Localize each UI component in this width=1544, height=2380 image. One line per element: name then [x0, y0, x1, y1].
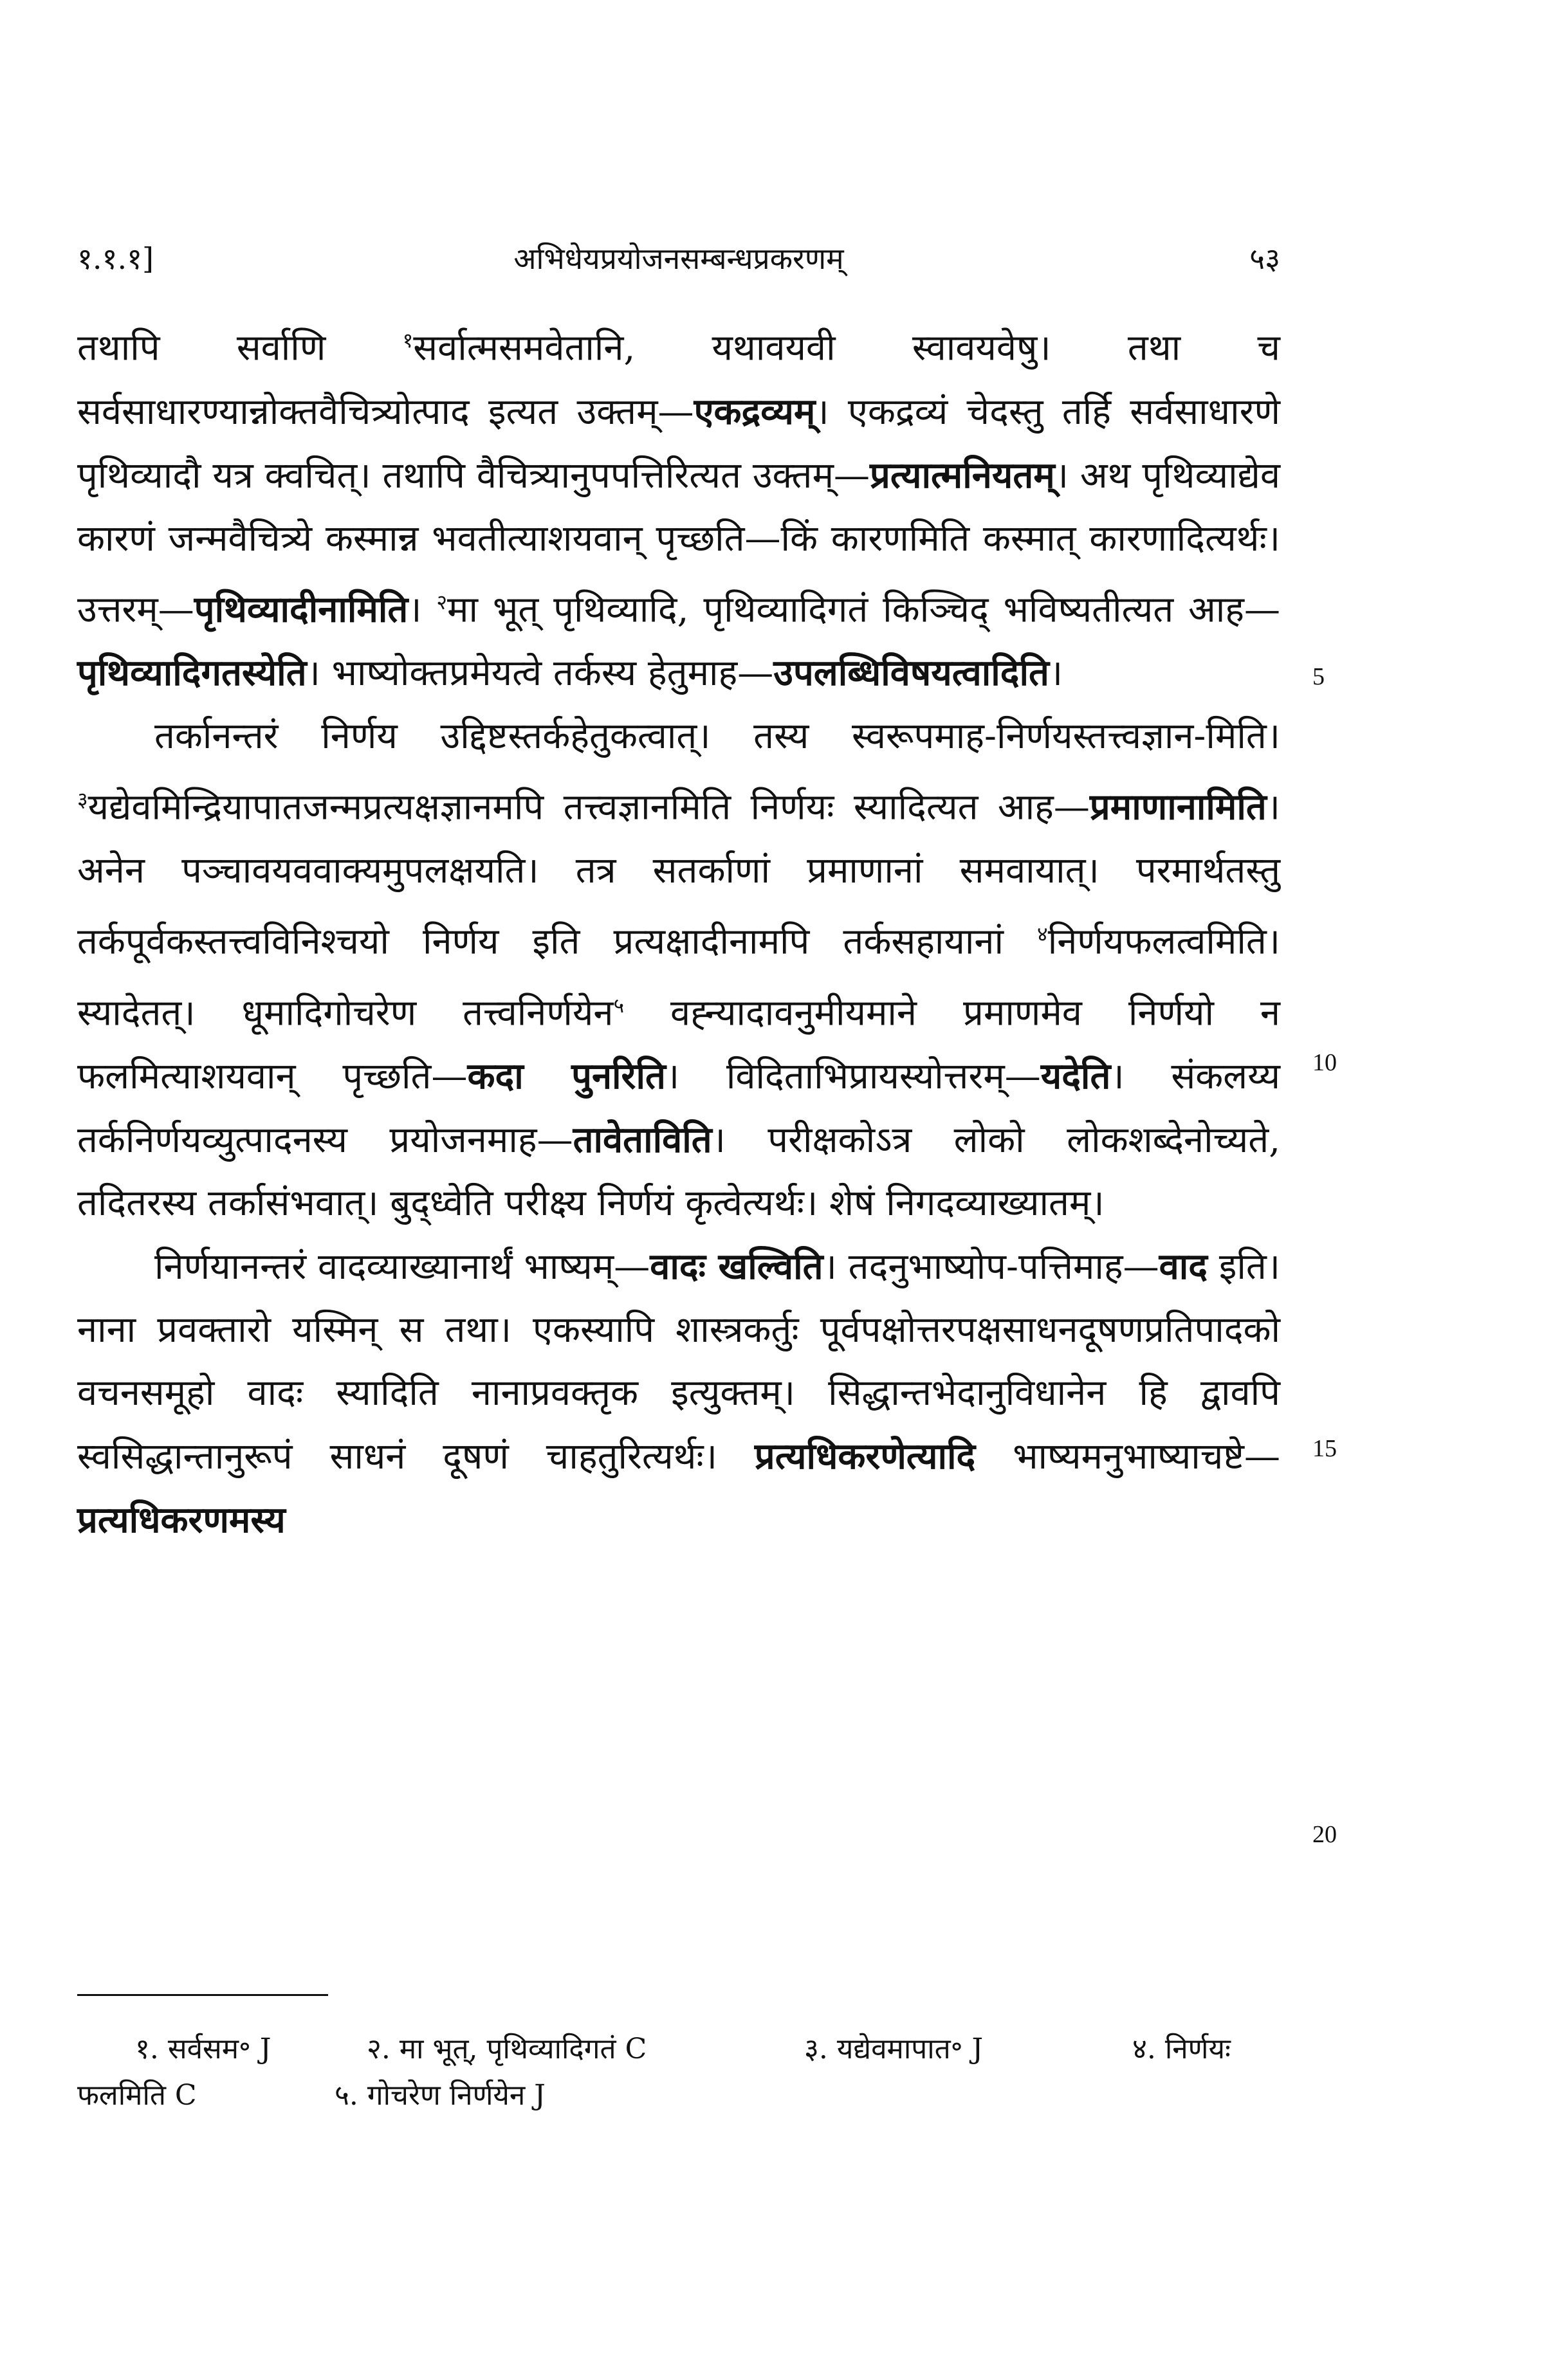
- text-run: तर्कानन्तरं निर्णय उद्दिष्टस्तर्कहेतुकत्वात्। तस्य स्वरूपमाह-निर्णयस्तत्त्वज्ञान-मिति।: [154, 715, 1280, 758]
- footnote-4-continuation: फलमिति C: [77, 2079, 197, 2112]
- bold-term: वाद: [1159, 1245, 1208, 1288]
- page-number: ५३: [1249, 241, 1280, 276]
- footnote-5: ५. गोचरेण निर्णयेन J: [335, 2079, 546, 2112]
- footnote-marker: १: [402, 328, 414, 352]
- footnotes: [77, 2026, 1280, 2119]
- footnote-divider: [77, 1994, 328, 1996]
- footnote-marker: ५: [613, 993, 625, 1018]
- paragraph: [77, 309, 1280, 705]
- text-run: । विदिताभिप्रायस्योत्तरम्—: [665, 1056, 1041, 1098]
- bold-term: पृथिव्यादिगतस्येति: [77, 652, 307, 695]
- line-number: 10: [1312, 1049, 1337, 1076]
- bold-term: प्रत्यात्मनियतम्: [869, 453, 1055, 497]
- text-run: निर्णयानन्तरं वादव्याख्यानार्थं भाष्यम्—: [154, 1246, 650, 1288]
- text-run: । अथ पृथिव्याद्येव कारणं जन्मवैचित्र्ये कस्मान्न भवतीत्याशयवान् पृच्छति—किं कारणमिति कस्मात् कारणादित्यर्थः। उत्तरम्—: [77, 454, 1281, 631]
- text-run: । तदनुभाष्योप-पत्तिमाह—: [823, 1246, 1159, 1288]
- bold-term: यदेति: [1040, 1055, 1111, 1098]
- footnote-1: १. सर्वसम॰ J: [135, 2033, 271, 2065]
- text-run: । संकलय्य तर्कनिर्णयव्युत्पादनस्य प्रयोजनमाह—: [77, 1056, 1280, 1162]
- text-run: । भाष्योक्तप्रमेयत्वे तर्कस्य हेतुमाह—: [306, 652, 774, 695]
- chapter-title: अभिधेयप्रयोजनसम्बन्धप्रकरणम्: [513, 241, 844, 276]
- text-run: मा भूत् पृथिव्यादि, पृथिव्यादिगतं किञ्चिद् भविष्यतीत्यत आह—: [447, 589, 1280, 631]
- text-run: । एकद्रव्यं चेदस्तु तर्हि सर्वसाधारणे पृथिव्यादौ यत्र क्वचित्। तथापि वैचित्र्यानुपपत्तिरित्यत उक्तम्—: [77, 390, 1280, 497]
- line-number: 15: [1312, 1435, 1337, 1462]
- footnote-4: ४. निर्णयः: [1132, 2033, 1231, 2065]
- text-run: भाष्यमनुभाष्याचष्टे—: [975, 1436, 1280, 1478]
- text-run: इति। नाना प्रवक्तारो यस्मिन् स तथा। एकस्यापि शास्त्रकर्तुः पूर्वपक्षोत्तरपक्षसाधनदूषणप्रतिपादको वचनसमूहो वादः स्यादिति नानाप्रवक्तृक इत्युक्तम्। सिद्धान्तभेदानुविधानेन हि द्वावपि स्वसिद्धान्तानुरूपं साधनं दूषणं चाहतुरित्यर्थः।: [77, 1246, 1281, 1478]
- footnote-2: २. मा भूत्, पृथिव्यादिगतं C: [367, 2033, 647, 2065]
- text-run: । अनेन पञ्चावयववाक्यमुपलक्षयति। तत्र सतर्काणां प्रमाणानां समवायात्। परमार्थतस्तु तर्कपूर्वकस्तत्त्वविनिश्चयो निर्णय इति प्रत्यक्षादीनामपि तर्कसहायानां: [77, 786, 1280, 963]
- text-run: वह्न्यादावनुमीयमाने प्रमाणमेव निर्णयो न फलमित्याशयवान् पृच्छति—: [77, 992, 1280, 1098]
- text-run: । परीक्षकोऽत्र लोको लोकशब्देनोच्यते, तदितरस्य तर्कासंभवात्। बुद्ध्वेति परीक्ष्य निर्णयं कृत्वेत्यर्थः। शेषं निगदव्याख्यातम्।: [77, 1119, 1281, 1225]
- text-run: निर्णयफलत्वमिति। स्यादेतत्। धूमादिगोचरेण तत्त्वनिर्णयेन: [77, 920, 1280, 1034]
- bold-term: प्रमाणानामिति: [1089, 785, 1267, 828]
- paragraph: [77, 705, 1280, 1235]
- text-run: ।: [1049, 652, 1063, 695]
- running-header: [77, 238, 1280, 289]
- footnote-3: ३. यद्येवमापात॰ J: [804, 2033, 984, 2065]
- text-run: ।: [408, 589, 437, 631]
- paragraph: [77, 1235, 1280, 1552]
- footnote-marker: २: [436, 589, 448, 614]
- line-number: 5: [1312, 663, 1325, 690]
- text-run: यद्येवमिन्द्रियापातजन्मप्रत्यक्षज्ञानमपि तत्त्वज्ञानमिति निर्णयः स्यादित्यत आह—: [87, 786, 1090, 828]
- bold-term: प्रत्यधिकरणेत्यादि: [754, 1435, 976, 1478]
- footnote-marker: ३: [77, 787, 88, 812]
- footnote-marker: ४: [1037, 921, 1048, 946]
- bold-term: कदा पुनरिति: [467, 1055, 666, 1098]
- bold-term: प्रत्यधिकरणमस्य: [77, 1499, 286, 1542]
- text-run: तथापि सर्वाणि: [77, 327, 403, 369]
- line-number: 20: [1312, 1821, 1337, 1848]
- section-reference: १.१.१]: [77, 241, 154, 276]
- text-run: सर्वात्मसमवेतानि, यथावयवी स्वावयवेषु। तथा च सर्वसाधारण्यान्नोक्तवैचित्र्योत्पाद इत्यत उक्तम्—: [77, 327, 1280, 433]
- bold-term: वादः खल्विति: [650, 1245, 823, 1288]
- bold-term: एकद्रव्यम्: [694, 390, 816, 433]
- bold-term: पृथिव्यादीनामिति: [194, 588, 409, 631]
- bold-term: उपलब्धिविषयत्वादिति: [773, 652, 1049, 695]
- main-text: [77, 309, 1280, 1552]
- bold-term: तावेताविति: [573, 1119, 712, 1162]
- line-number-margin: [1312, 0, 1390, 2380]
